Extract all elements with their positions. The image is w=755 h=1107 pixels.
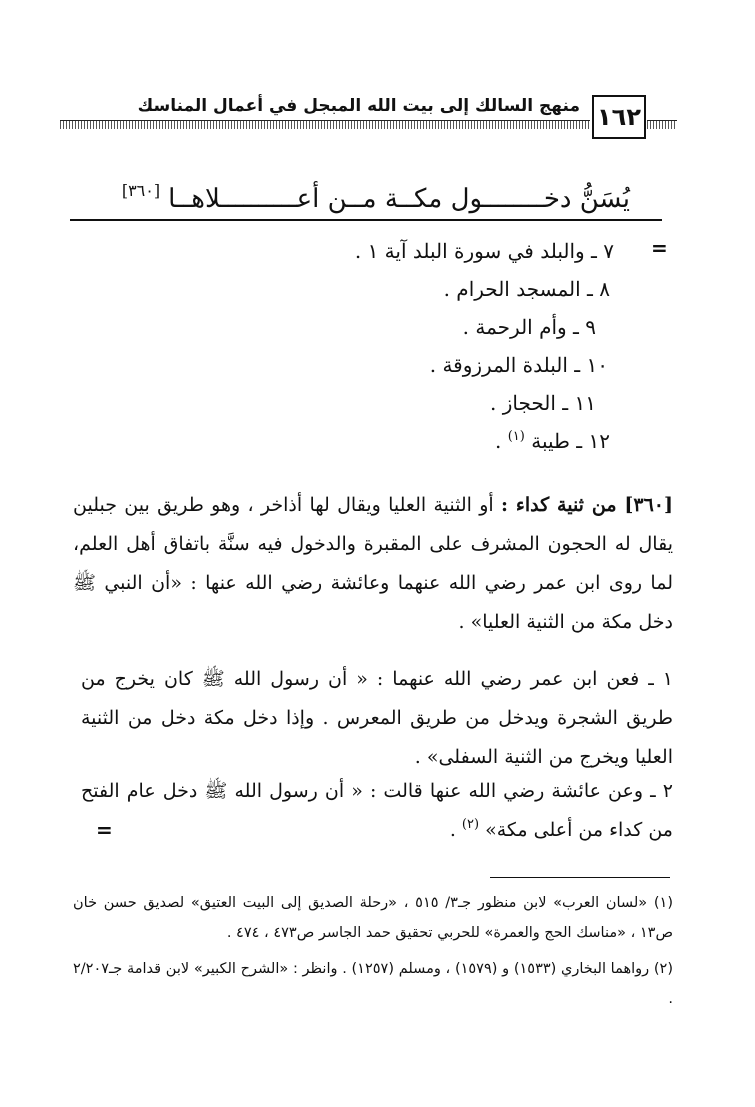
note-text: أو الثنية العليا ويقال لها أذاخر ، وهو طريق بين جبلين يقال له الحجون المشرف على المقبرة والدخول فيه سنَّة باتفاق أهل العلم، لما روى ابن عمر رضي الله عنهما وعائشة رضي الله عنها : «أن النبي ﷺ دخل مكة من الثنية العليا» . — [73, 494, 673, 633]
evidence-2-text: ٢ ـ وعن عائشة رضي الله عنها قالت : « أن رسول الله ﷺ دخل عام الفتح من كداء من أعلى مكة» — [81, 780, 673, 841]
section-heading — [70, 168, 630, 214]
evidence-paragraph-1: ١ ـ فعن ابن عمر رضي الله عنهما : « أن رسول الله ﷺ كان يخرج من طريق الشجرة ويدخل من طريق المعرس . وإذا دخل مكة دخل من الثنية العليا ويخرج من الثنية السفلى» . — [81, 668, 673, 768]
list-item: ١٠ ـ البلدة المرزوقة . — [429, 353, 608, 377]
header-rule — [60, 120, 590, 129]
page-number: ١٦٢ — [592, 95, 646, 139]
names-list — [194, 232, 614, 460]
heading-rule — [70, 219, 662, 221]
continuation-mark-top: = — [651, 236, 668, 260]
footnote-rule — [490, 877, 670, 878]
evidence-2-end: . — [449, 819, 462, 841]
footnote-ref: (٢) — [461, 817, 480, 832]
footnote-ref: (١) — [507, 429, 525, 444]
list-item — [194, 422, 614, 460]
list-item-text: ١٢ ـ طيبة — [531, 429, 610, 453]
evidence-paragraph-2 — [81, 772, 673, 852]
list-item: ٩ ـ وأم الرحمة . — [462, 315, 596, 339]
footnote: (٢) رواهما البخاري (١٥٣٣) و (١٥٧٩) ، ومسلم (١٢٥٧) . وانظر : «الشرح الكبير» لابن قدامة جـ٢/٢٠٧ . — [73, 961, 673, 1007]
running-title: منهج السالك إلى بيت الله المبجل في أعمال المناسك — [137, 96, 580, 116]
header-rule-right — [647, 120, 677, 129]
section-heading-text: يُسَنُّ دخــــــــول مكــة مــن أعــــــــــلاهــا — [168, 184, 630, 214]
list-item: ١١ ـ الحجاز . — [490, 391, 596, 415]
footnote: (١) «لسان العرب» لابن منظور جـ٣/ ٥١٥ ، «رحلة الصديق إلى البيت العتيق» لصديق حسن خان ص١٣ ، «مناسك الحج والعمرة» للحربي تحقيق حمد الجاسر ص٤٧٣ ، ٤٧٤ . — [73, 895, 674, 941]
note-label: [٣٦٠] من ثنية كداء : — [501, 494, 673, 516]
list-item-end: . — [495, 429, 502, 453]
list-item: ٧ ـ والبلد في سورة البلد آية ١ . — [354, 239, 614, 263]
continuation-mark-bottom: = — [96, 818, 113, 842]
section-heading-note: [٣٦٠] — [121, 181, 161, 200]
note-paragraph — [73, 486, 673, 642]
list-item: ٨ ـ المسجد الحرام . — [443, 277, 610, 301]
footnotes — [73, 888, 673, 1020]
